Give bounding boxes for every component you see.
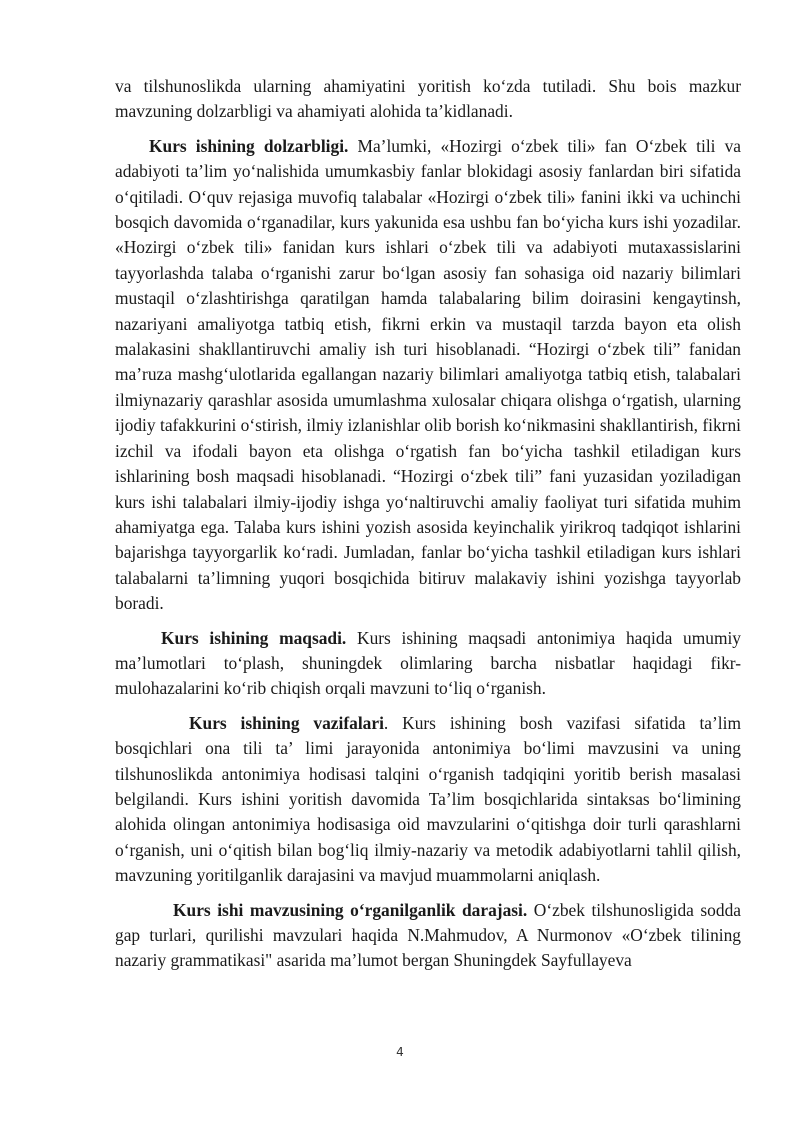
page-body (115, 74, 741, 974)
paragraph-heading: Kurs ishining dolzarbligi. (149, 135, 349, 156)
paragraph-study-level (115, 898, 741, 974)
paragraph-heading: Kurs ishining vazifalari (189, 712, 384, 733)
paragraph-continuation (115, 74, 741, 125)
paragraph-heading: Kurs ishi mavzusining o‘rganilganlik darajasi. (173, 899, 528, 920)
paragraph-text: va tilshunoslikda ularning ahamiyatini yoritish ko‘zda tutiladi. Shu bois mazkur mavzuning dolzarbligi va ahamiyati alohida ta’kidlanadi. (115, 76, 741, 122)
paragraph-heading: Kurs ishining maqsadi. (161, 627, 347, 648)
paragraph-relevance (115, 134, 741, 617)
paragraph-text: Ma’lumki, «Hozirgi o‘zbek tili» fan O‘zbek tili va adabiyoti ta’lim yo‘nalishida umumkasbiy fanlar blokidagi asosiy fanlardan biri sifatida o‘qitiladi. O‘quv rejasiga muvofiq talabalar «Hozirgi o‘zbek tili» fanini ikki va uchinchi bosqich davomida o‘rganadilar, kurs yakunida esa ushbu fan bo‘yicha kurs ishi yozadilar. «Hozirgi o‘zbek tili» fanidan kurs ishlari o‘zbek tili va adabiyoti mutaxassislarini tayyorlashda talaba o‘rganishi zarur bo‘lgan asosiy fan sohasiga oid nazariy bilimlari mustaqil o‘zlashtirishga qaratilgan hamda talabalaring bilim doirasini kengaytinsh, nazariyani amaliyotga tatbiq etish, fikrni erkin va mustaqil tarzda bayon eta olish malakasini shakllantiruvchi amaliy ish turi hisoblanadi. “Hozirgi o‘zbek tili” fanidan ma’ruza mashg‘ulotlarida egallangan nazariy bilimlari amaliyotga tatbiq etish, talabalari ilmiynazariy qarashlar asosida umumlashma xulosalar chiqara olishga o‘rgatish, ularning ijodiy tafakkurini o‘stirish, ilmiy izlanishlar olib borish ko‘nikmasini shakllantirish, fikrni izchil va ifodali bayon eta olishga o‘rgatish fan bo‘yicha tashkil etiladigan kurs ishlarining bosh maqsadi hisoblanadi. “Hozirgi o‘zbek tili” fani yuzasidan yoziladigan kurs ishi talabalari ilmiy-ijodiy ishga yo‘naltiruvchi amaliy faoliyat turi sifatida muhim ahamiyatga ega. Talaba kurs ishini yozish asosida keyinchalik yirikroq tadqiqot ishlarini bajarishga tayyorgarlik ko‘radi. Jumladan, fanlar bo‘yicha tashkil etiladigan kurs ishlari talabalarni ta’limning yuqori bosqichida bitiruv malakaviy ishini yozishga tayyorlab boradi. (115, 135, 741, 614)
paragraph-text: Kurs ishining maqsadi antonimiya haqida umumiy ma’lumotlari to‘plash, shuningdek olimlaring barcha nisbatlar haqidagi fikr-mulohazalarini ko‘rib chiqish orqali mavzuni to‘liq o‘rganish. (115, 627, 741, 699)
paragraph-tasks (115, 711, 741, 889)
paragraph-text: . Kurs ishining bosh vazifasi sifatida ta’lim bosqichlari ona tili ta’ limi jarayonida antonimiya bo‘limi mavzusini va uning tilshunoslikda antonimiya hodisasi talqini o‘rganish tadqiqini yoritib berish masalasi belgilandi. Kurs ishini yoritish davomida Ta’lim bosqichlarida sintaksas bo‘limining alohida olingan antonimiya hodisasiga oid mavzularini o‘qitishga doir turli qarashlarni o‘rganish, uni o‘qitish bilan bog‘liq ilmiy-nazariy va metodik adabiyotlarni tahlil qilish, mavzuning yoritilganlik darajasini va mavjud muammolarni aniqlash. (115, 712, 741, 886)
paragraph-goal (115, 626, 741, 702)
paragraph-text: O‘zbek tilshunosligida sodda gap turlari, qurilishi mavzulari haqida N.Mahmudov, A Nurmonov «O‘zbek tilining nazariy grammatikasi" asarida ma’lumot bergan Shuningdek Sayfullayeva (115, 899, 741, 971)
page-number: 4 (396, 1045, 404, 1059)
